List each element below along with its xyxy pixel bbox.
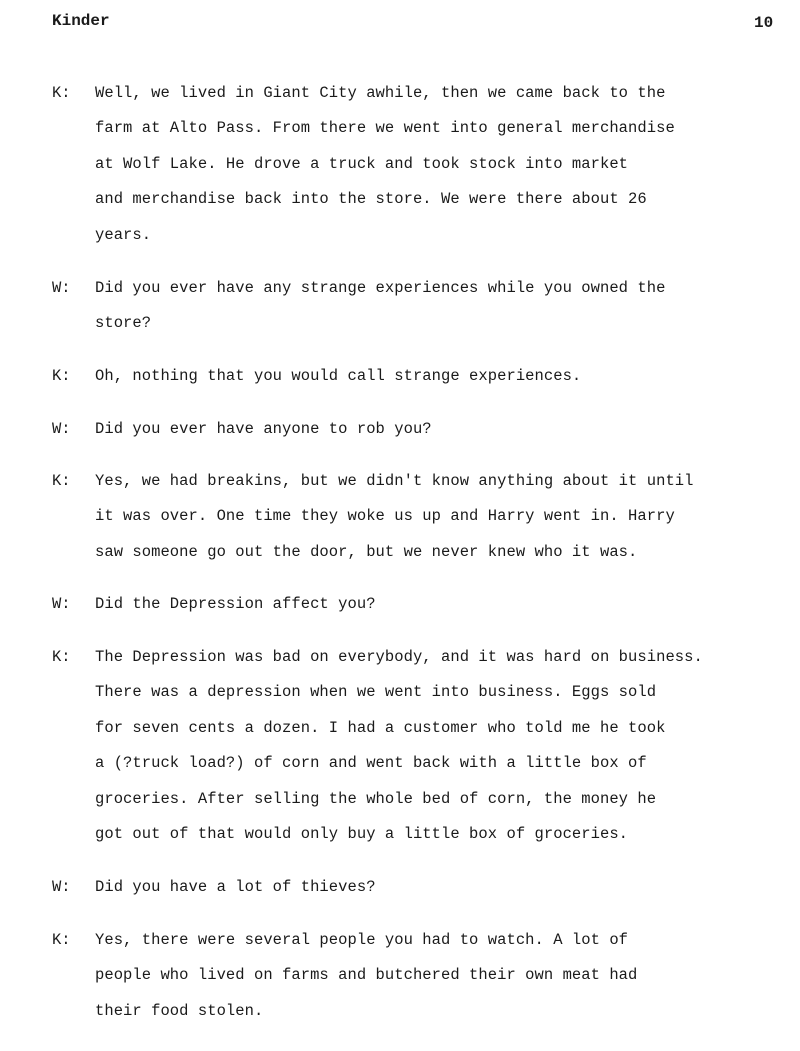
speaker-label: W: xyxy=(52,279,71,297)
dialogue-text: The Depression was bad on everybody, and it was hard on business. There was a depression when we went into business. Eggs sold for seven cents a dozen. I had a customer who told me he took a (?truck load?) of corn and went back with a little box of groceries. After selling the whole bed of corn, the money he got out of that would only buy a little box of groceries. xyxy=(95,648,703,844)
speaker-label: W: xyxy=(52,878,71,896)
dialogue-text: Yes, we had breakins, but we didn't know anything about it until it was over. One time they woke us up and Harry went in. Harry saw someone go out the door, but we never knew who it was. xyxy=(95,472,694,561)
speaker-label: K: xyxy=(52,472,71,490)
dialogue-turn xyxy=(52,587,777,622)
speaker-label: K: xyxy=(52,84,71,102)
dialogue-text: Did you ever have anyone to rob you? xyxy=(95,420,432,438)
dialogue-turn xyxy=(52,76,777,253)
speaker-label: W: xyxy=(52,420,71,438)
speaker-label: K: xyxy=(52,931,71,949)
dialogue-text: Did you have a lot of thieves? xyxy=(95,878,376,896)
dialogue-turn xyxy=(52,464,777,570)
dialogue-text: Did the Depression affect you? xyxy=(95,595,376,613)
page-number: 10 xyxy=(754,14,774,32)
dialogue-text: Oh, nothing that you would call strange experiences. xyxy=(95,367,582,385)
dialogue-text: Well, we lived in Giant City awhile, then we came back to the farm at Alto Pass. From there we went into general merchandise at Wolf Lake. He drove a truck and took stock into market and merchandise back into the store. We were there about 26 years. xyxy=(95,84,675,244)
dialogue-text: Yes, there were several people you had to watch. A lot of people who lived on farms and butchered their own meat had their food stolen. xyxy=(95,931,638,1020)
speaker-label: K: xyxy=(52,648,71,666)
dialogue-turn xyxy=(52,359,777,394)
header-name: Kinder xyxy=(52,12,110,30)
dialogue-turn xyxy=(52,271,777,342)
speaker-label: K: xyxy=(52,367,71,385)
speaker-label: W: xyxy=(52,595,71,613)
dialogue-turn xyxy=(52,870,777,905)
dialogue-turn xyxy=(52,923,777,1029)
dialogue-turn xyxy=(52,640,777,852)
dialogue-turn xyxy=(52,412,777,447)
dialogue-text: Did you ever have any strange experiences while you owned the store? xyxy=(95,279,666,333)
